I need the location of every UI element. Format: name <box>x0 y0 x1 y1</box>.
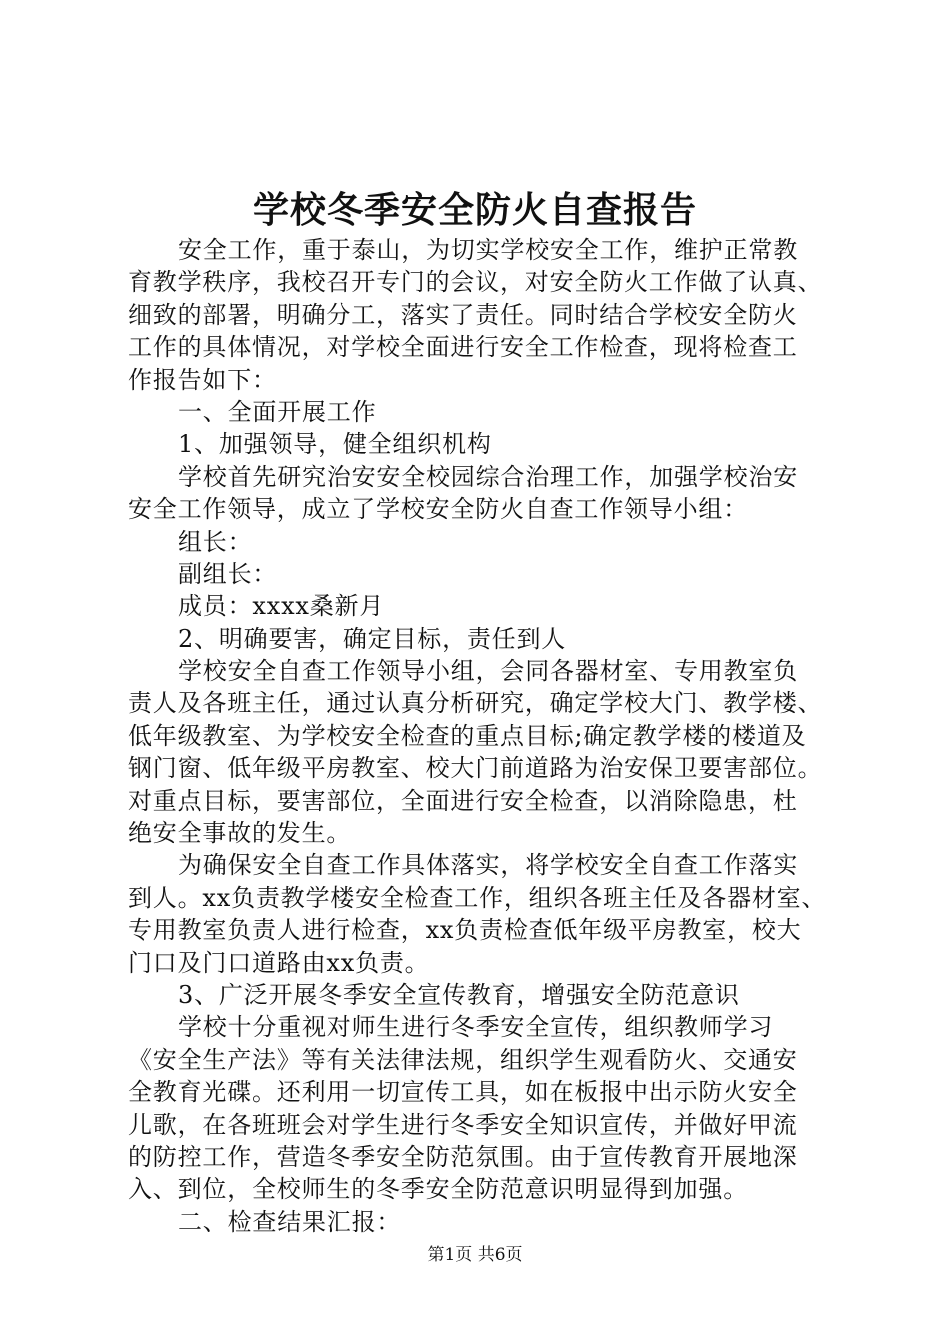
body-line: 对重点目标，要害部位，全面进行安全检查，以消除隐患，杜 <box>128 786 798 815</box>
body-line: 细致的部署，明确分工，落实了责任。同时结合学校安全防火 <box>128 300 798 329</box>
body-line: 入、到位，全校师生的冬季安全防范意识明显得到加强。 <box>128 1175 748 1204</box>
body-line: 低年级教室、为学校安全检查的重点目标;确定教学楼的楼道及 <box>128 721 807 750</box>
document-title: 学校冬季安全防火自查报告 <box>252 189 697 231</box>
body-line: 的防控工作，营造冬季安全防范氛围。由于宣传教育开展地深 <box>128 1142 798 1171</box>
body-line: 责人及各班主任，通过认真分析研究，确定学校大门、教学楼、 <box>128 689 823 718</box>
body-line: 儿歌，在各班班会对学生进行冬季安全知识宣传，并做好甲流 <box>128 1110 798 1139</box>
body-line: 组长： <box>178 527 253 556</box>
body-line: 作报告如下： <box>128 365 277 394</box>
body-line: 工作的具体情况，对学校全面进行安全工作检查，现将检查工 <box>128 333 798 362</box>
body-line: 专用教室负责人进行检查，xx负责检查低年级平房教室，校大 <box>128 916 802 945</box>
body-line: 《安全生产法》等有关法律法规，组织学生观看防火、交通安 <box>128 1045 798 1074</box>
body-line: 安全工作，重于泰山，为切实学校安全工作，维护正常教 <box>178 236 798 264</box>
body-line: 绝安全事故的发生。 <box>128 819 352 848</box>
body-line: 为确保安全自查工作具体落实，将学校安全自查工作落实 <box>178 851 798 880</box>
body-line: 学校十分重视对师生进行冬季安全宣传，组织教师学习 <box>178 1013 774 1042</box>
body-line: 副组长： <box>178 559 278 588</box>
subsection-heading: 3、广泛开展冬季安全宣传教育，增强安全防范意识 <box>178 980 740 1009</box>
document-body <box>128 234 828 1238</box>
body-line: 育教学秩序，我校召开专门的会议，对安全防火工作做了认真、 <box>128 268 823 297</box>
body-line: 安全工作领导，成立了学校安全防火自查工作领导小组： <box>128 495 748 524</box>
body-line: 学校安全自查工作领导小组，会同各器材室、专用教室负 <box>178 657 798 686</box>
body-line: 成员：xxxx桑新月 <box>178 592 385 621</box>
body-line: 钢门窗、低年级平房教室、校大门前道路为治安保卫要害部位。 <box>128 754 823 783</box>
body-line: 到人。xx负责教学楼安全检查工作，组织各班主任及各器材室、 <box>128 883 827 912</box>
subsection-heading: 1、加强领导，健全组织机构 <box>178 430 492 459</box>
section-heading: 一、全面开展工作 <box>178 397 377 426</box>
subsection-heading: 2、明确要害，确定目标，责任到人 <box>178 624 567 653</box>
body-line: 学校首先研究治安安全校园综合治理工作，加强学校治安 <box>178 462 798 491</box>
section-heading: 二、检查结果汇报： <box>178 1207 402 1236</box>
body-line: 门口及门口道路由xx负责。 <box>128 948 430 977</box>
body-line: 全教育光碟。还利用一切宣传工具，如在板报中出示防火安全 <box>128 1078 798 1107</box>
page-number: 第1页 共6页 <box>427 1245 523 1265</box>
